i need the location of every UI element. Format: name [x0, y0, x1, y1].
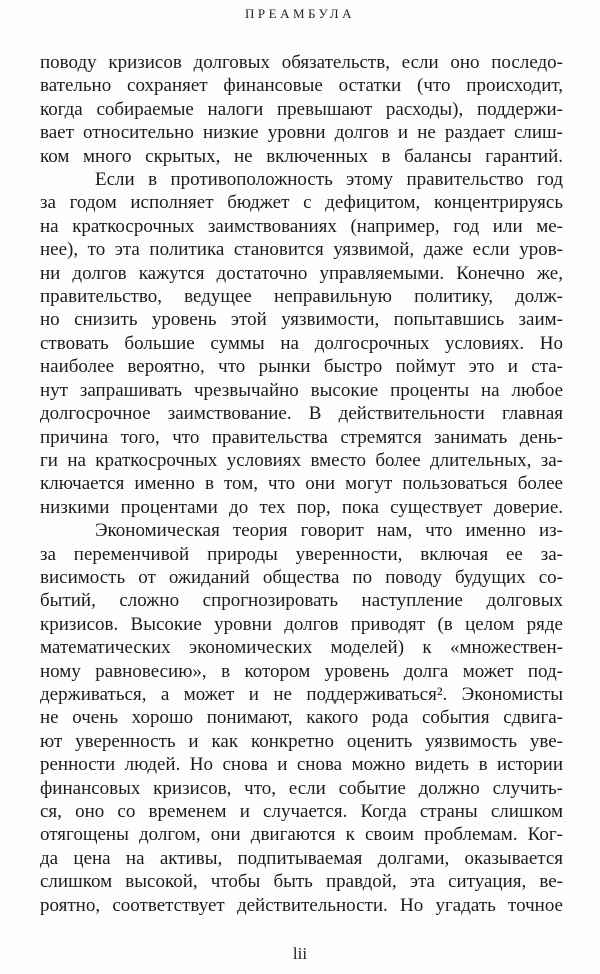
text-line: низкими процентами до тех пор, пока существует доверие. [40, 496, 563, 518]
text-line: долгосрочное заимствование. В действительности главная [40, 403, 563, 425]
text-line: вает относительно низкие уровни долгов и не раздает слиш- [40, 122, 563, 144]
text-line: правительство, ведущее неправильную политику, долж- [40, 286, 563, 308]
text-line: ствовать большие суммы на долгосрочных условиях. Но [40, 332, 563, 354]
text-line: за годом исполняет бюджет с дефицитом, концентрируясь [40, 192, 563, 214]
text-line: поводу кризисов долговых обязательств, если оно последо- [40, 52, 563, 73]
text-line: роятно, соответствует действительности. Но угадать точное [40, 894, 563, 916]
text-line: Если в противоположность этому правительство год [95, 169, 563, 191]
text-line: бытий, сложно спрогнозировать наступление долговых [40, 590, 563, 612]
text-line: да цена на активы, подпитываемая долгами, оказывается [40, 847, 563, 869]
text-line: но снизить уровень этой уязвимости, попытавшись заим- [40, 309, 563, 331]
text-line: кризисов. Высокие уровни долгов приводят (в целом ряде [40, 613, 563, 635]
text-line: нее), то эта политика становится уязвимой, даже если уров- [40, 239, 563, 261]
text-line: ключается именно в том, что они могут пользоваться более [40, 473, 563, 495]
paragraph [40, 51, 563, 168]
text-line: вательно сохраняет финансовые остатки (что происходит, [40, 75, 563, 97]
text-line: держиваться, а может и не поддерживаться². Экономисты [40, 683, 563, 705]
text-line: висимость от ожиданий общества по поводу будущих со- [40, 566, 563, 588]
text-line: ги на краткосрочных условиях вместо более длительных, за- [40, 449, 563, 471]
text-line: причина того, что правительства стремятся занимать день- [40, 426, 563, 448]
text-line: ному равновесию», в котором уровень долга может под- [40, 660, 563, 682]
text-line: наиболее вероятно, что рынки быстро поймут это и ста- [40, 356, 563, 378]
running-header: ПРЕАМБУЛА [245, 6, 355, 21]
text-line: ренности людей. Но снова и снова можно видеть в истории [40, 754, 563, 776]
text-line: отягощены долгом, они двигаются к своим проблемам. Ког- [40, 824, 563, 846]
text-line: нут запрашивать чрезвычайно высокие проценты на любое [40, 379, 563, 401]
text-line: за переменчивой природы уверенности, включая ее за- [40, 543, 563, 565]
text-line: не очень хорошо понимают, какого рода события сдвига- [40, 707, 563, 729]
text-line: ни долгов кажутся достаточно управляемыми. Конечно же, [40, 262, 563, 284]
text-line: ком много скрытых, не включенных в балансы гарантий. [40, 145, 563, 167]
text-line: ют уверенность и как конкретно оценить уязвимость уве- [40, 730, 563, 752]
text-line: на краткосрочных заимствованиях (например, год или ме- [40, 215, 563, 237]
text-line: Экономическая теория говорит нам, что именно из- [95, 520, 563, 542]
text-line: слишком высокой, чтобы быть правдой, эта ситуация, ве- [40, 871, 563, 893]
text-line: когда собираемые налоги превышают расходы), поддержи- [40, 98, 563, 120]
text-line: финансовых кризисов, что, если событие должно случить- [40, 777, 563, 799]
paragraph [40, 519, 563, 917]
page-number: lii [292, 944, 308, 963]
paragraph [40, 168, 563, 519]
page-text [40, 51, 563, 917]
text-line: ся, оно со временем и случается. Когда страны слишком [40, 801, 563, 822]
text-line: математических экономических моделей) к «множествен- [40, 637, 563, 659]
